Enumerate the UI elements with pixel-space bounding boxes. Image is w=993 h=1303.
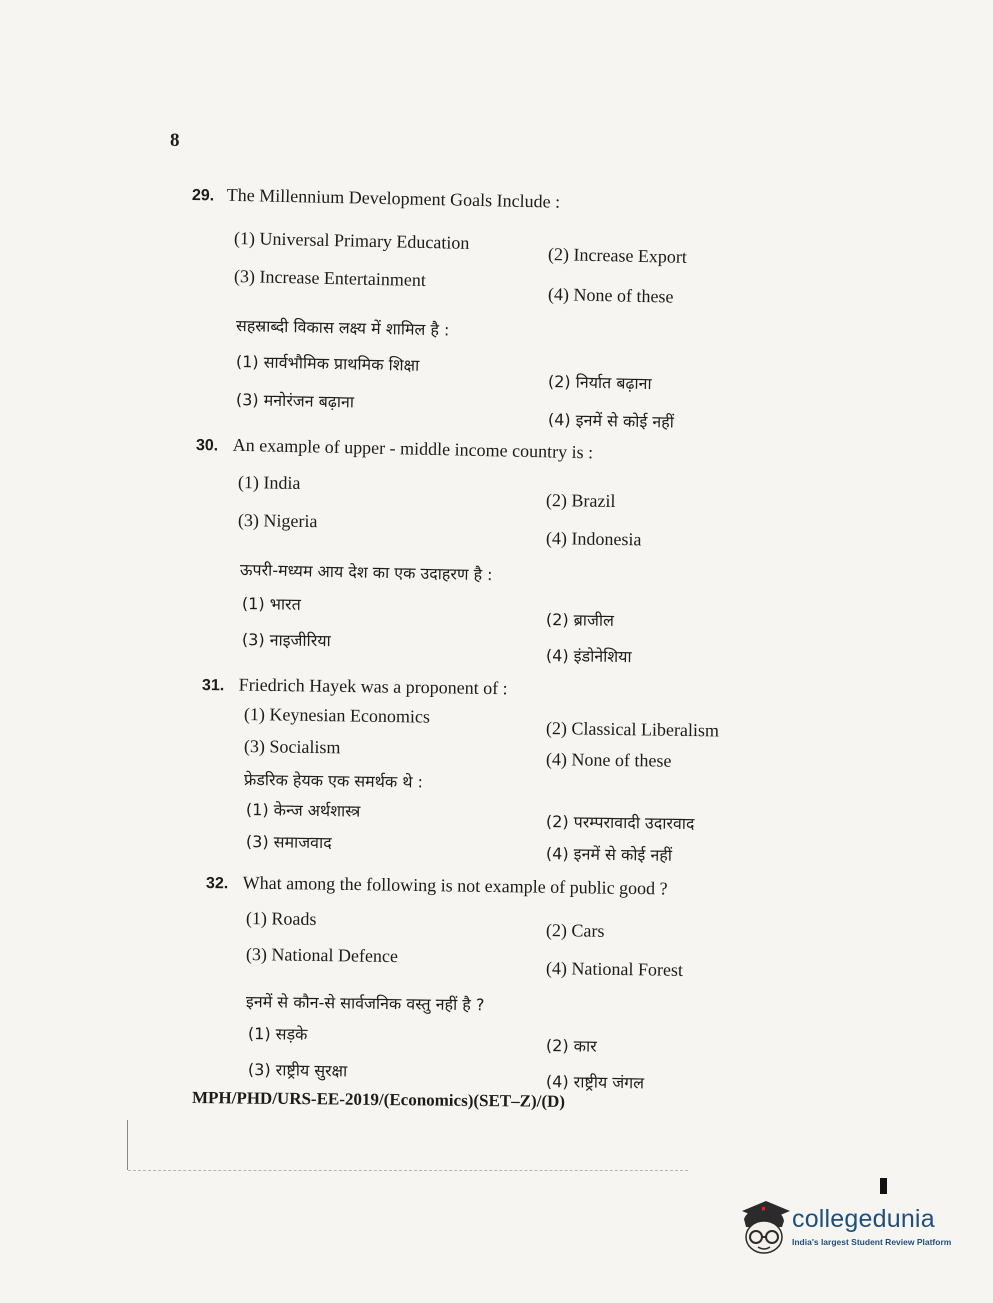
- hi-option-1: (1) केन्ज अर्थशास्त्र: [245, 800, 361, 821]
- hi-option-1: (1) भारत: [241, 594, 301, 614]
- question-30-en: [196, 434, 594, 463]
- question-29-en: [192, 184, 561, 213]
- question-32-en: [206, 872, 668, 899]
- collegedunia-watermark: [736, 1197, 966, 1267]
- question-29-hi: सहस्राब्दी विकास लक्ष्य में शामिल है :: [235, 316, 450, 340]
- hi-option-3: (3) समाजवाद: [245, 832, 332, 853]
- hi-option-1: (1) सार्वभौमिक प्राथमिक शिक्षा: [235, 352, 420, 375]
- question-number: 32.: [205, 875, 229, 893]
- question-31-hi: फ्रेडरिक हेयक एक समर्थक थे :: [243, 770, 424, 792]
- hi-option-3: (3) मनोरंजन बढ़ाना: [235, 390, 355, 412]
- hi-option-2: (2) कार: [545, 1036, 597, 1056]
- hi-option-2: (2) निर्यात बढ़ाना: [547, 372, 652, 394]
- question-30-hi: ऊपरी-मध्यम आय देश का एक उदाहरण है :: [239, 560, 493, 585]
- hi-option-4: (4) राष्ट्रीय जंगल: [545, 1072, 645, 1093]
- question-text: Friedrich Hayek was a proponent of :: [238, 674, 508, 699]
- hi-option-3: (3) राष्ट्रीय सुरक्षा: [247, 1060, 348, 1081]
- question-number: 31.: [201, 677, 225, 695]
- paper-code-footer: MPH/PHD/URS-EE-2019/(Economics)(SET–Z)/(D): [191, 1088, 566, 1111]
- scan-margin-line: [127, 1120, 128, 1170]
- watermark-tagline: India's largest Student Review Platform: [792, 1237, 952, 1247]
- scan-dashed-line: [128, 1170, 688, 1171]
- option-1: (1) India: [237, 472, 301, 493]
- scan-edge-mark: [880, 1178, 887, 1194]
- question-number: 30.: [195, 437, 219, 455]
- option-4: (4) National Forest: [545, 958, 684, 980]
- option-2: (2) Cars: [545, 920, 605, 941]
- mascot-icon: [736, 1197, 792, 1261]
- option-2: (2) Increase Export: [547, 244, 688, 267]
- option-1: (1) Roads: [245, 908, 317, 929]
- question-text: What among the following is not example of public good ?: [242, 872, 668, 899]
- hi-option-4: (4) इनमें से कोई नहीं: [547, 410, 675, 432]
- hi-option-2: (2) ब्राजील: [545, 610, 615, 630]
- option-1: (1) Keynesian Economics: [243, 704, 431, 727]
- question-32-hi: इनमें से कौन-से सार्वजनिक वस्तु नहीं है ?: [245, 992, 485, 1015]
- question-31-en: [202, 674, 508, 699]
- option-2: (2) Brazil: [545, 490, 616, 511]
- option-3: (3) Increase Entertainment: [233, 266, 427, 291]
- hi-option-3: (3) नाइजीरिया: [241, 630, 331, 651]
- option-3: (3) Socialism: [243, 736, 341, 758]
- option-3: (3) Nigeria: [237, 510, 318, 532]
- option-4: (4) Indonesia: [545, 528, 642, 550]
- option-4: (4) None of these: [545, 749, 672, 771]
- option-4: (4) None of these: [547, 284, 674, 307]
- question-text: An example of upper - middle income country is :: [232, 434, 594, 463]
- hi-option-4: (4) इनमें से कोई नहीं: [545, 844, 673, 865]
- watermark-name: collegedunia: [792, 1205, 935, 1233]
- hi-option-2: (2) परम्परावादी उदारवाद: [545, 812, 695, 834]
- question-text: The Millennium Development Goals Include :: [226, 184, 561, 212]
- page-number: 8: [170, 130, 180, 151]
- option-1: (1) Universal Primary Education: [233, 228, 470, 253]
- option-3: (3) National Defence: [245, 944, 399, 967]
- hi-option-4: (4) इंडोनेशिया: [545, 646, 632, 667]
- hi-option-1: (1) सड़के: [247, 1024, 308, 1044]
- option-2: (2) Classical Liberalism: [545, 718, 720, 741]
- question-number: 29.: [191, 187, 215, 205]
